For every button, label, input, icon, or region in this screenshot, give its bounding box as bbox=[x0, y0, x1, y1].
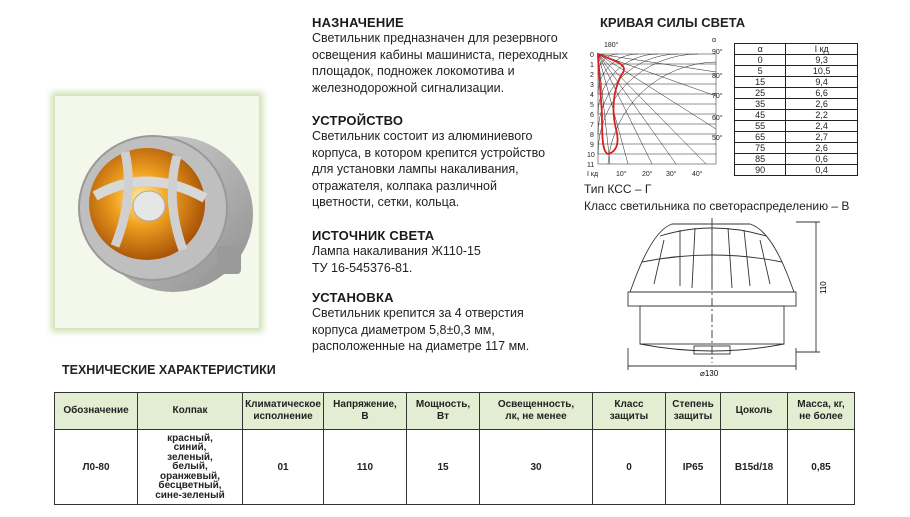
header-text: Климатическое bbox=[245, 399, 321, 410]
cap-color: синий, bbox=[173, 442, 207, 454]
header-text: не более bbox=[799, 411, 843, 422]
text-line: железнодорожной сигнализации. bbox=[312, 80, 505, 95]
table-header: α bbox=[735, 44, 786, 55]
header-protection-class bbox=[593, 393, 666, 430]
header-text: защиты bbox=[673, 411, 713, 422]
height-dimension-label: 110 bbox=[819, 281, 828, 294]
header-designation bbox=[55, 393, 138, 430]
table-row bbox=[735, 88, 858, 99]
table-cell: 0,4 bbox=[786, 165, 858, 176]
cap-color: сине-зеленый bbox=[155, 489, 225, 501]
table-cell: 5 bbox=[735, 66, 786, 77]
specs-table bbox=[54, 392, 855, 505]
text-line: корпуса диаметром 5,8±0,3 мм, bbox=[312, 322, 495, 337]
header-text: Масса, кг, bbox=[797, 399, 845, 410]
device-text bbox=[312, 128, 582, 211]
table-row bbox=[735, 77, 858, 88]
power-cell: 15 bbox=[407, 430, 480, 505]
illuminance-cell: 30 bbox=[480, 430, 593, 505]
polar-diagram bbox=[586, 34, 736, 180]
header-power bbox=[407, 393, 480, 430]
source-text bbox=[312, 243, 582, 276]
header-text: В bbox=[361, 411, 369, 422]
scale-label: 7 bbox=[590, 122, 594, 129]
scale-label: 9 bbox=[590, 142, 594, 149]
source-title: ИСТОЧНИК СВЕТА bbox=[312, 228, 435, 243]
table-cell: 55 bbox=[735, 121, 786, 132]
scale-label: 4 bbox=[590, 92, 594, 99]
intensity-table bbox=[734, 43, 858, 176]
cap-color: бесцветный, bbox=[158, 480, 222, 492]
table-cell: 90 bbox=[735, 165, 786, 176]
table-cell: 45 bbox=[735, 110, 786, 121]
purpose-section bbox=[312, 15, 582, 96]
header-cap bbox=[138, 393, 243, 430]
designation-cell: Л0-80 bbox=[55, 430, 138, 505]
table-cell: 2,6 bbox=[786, 143, 858, 154]
scale-label: 11 bbox=[587, 162, 595, 169]
bottom-angle-label: 10° bbox=[616, 171, 627, 178]
technical-drawing bbox=[620, 218, 830, 383]
specs-title: ТЕХНИЧЕСКИЕ ХАРАКТЕРИСТИКИ bbox=[62, 363, 276, 377]
device-section bbox=[312, 113, 582, 211]
distribution-class-text: Класс светильника по светораспределению – В bbox=[584, 199, 850, 213]
scale-label: 0 bbox=[590, 52, 594, 59]
scale-label: 1 bbox=[590, 62, 594, 69]
ip-cell: IP65 bbox=[666, 430, 721, 505]
header-text: лк, не менее bbox=[505, 411, 567, 422]
table-row bbox=[735, 99, 858, 110]
table-row bbox=[55, 430, 855, 505]
text-line: цветности, сетки, кольца. bbox=[312, 195, 460, 209]
table-cell: 9,4 bbox=[786, 77, 858, 88]
angle-label: 90° bbox=[712, 49, 723, 56]
scale-label: 6 bbox=[590, 112, 594, 119]
text-line: корпуса, в котором крепится устройство bbox=[312, 145, 546, 160]
header-illuminance bbox=[480, 393, 593, 430]
table-row bbox=[735, 165, 858, 176]
lamp-photo bbox=[55, 96, 259, 328]
scale-label: 10 bbox=[587, 152, 595, 159]
purpose-text bbox=[312, 30, 582, 96]
angle-label: 50° bbox=[712, 135, 723, 142]
cap-colors-cell bbox=[138, 430, 243, 505]
bottom-angle-label: 40° bbox=[692, 171, 703, 178]
table-cell: 0,6 bbox=[786, 154, 858, 165]
angle-label: 70° bbox=[712, 93, 723, 100]
header-text: Цоколь bbox=[735, 405, 773, 416]
text-line: освещения кабины машиниста, переходных bbox=[312, 47, 568, 62]
cap-color: красный, bbox=[167, 432, 213, 444]
table-row bbox=[735, 132, 858, 143]
header-text: Класс bbox=[614, 399, 644, 410]
header-text: Степень bbox=[672, 399, 714, 410]
table-cell: 2,7 bbox=[786, 132, 858, 143]
mass-cell: 0,85 bbox=[788, 430, 855, 505]
table-row bbox=[735, 154, 858, 165]
text-line: площадок, подножек локомотива и bbox=[312, 64, 515, 78]
specs-header-row bbox=[55, 393, 855, 430]
header-text: Колпак bbox=[172, 405, 208, 416]
mounting-title: УСТАНОВКА bbox=[312, 290, 394, 305]
table-cell: 15 bbox=[735, 77, 786, 88]
unit-label: I кд bbox=[587, 171, 599, 178]
table-cell: 2,4 bbox=[786, 121, 858, 132]
diameter-dimension-label: ⌀130 bbox=[700, 369, 719, 378]
header-ip bbox=[666, 393, 721, 430]
table-cell: 2,6 bbox=[786, 99, 858, 110]
scale-label: 5 bbox=[590, 102, 594, 109]
header-mass bbox=[788, 393, 855, 430]
cap-color: зеленый, bbox=[167, 451, 213, 463]
header-text: Мощность, bbox=[415, 399, 471, 410]
scale-label: 8 bbox=[590, 132, 594, 139]
scale-label: 3 bbox=[590, 82, 594, 89]
table-row bbox=[735, 55, 858, 66]
header-text: Вт bbox=[437, 411, 449, 422]
bottom-angle-label: 30° bbox=[666, 171, 677, 178]
light-curve-title: КРИВАЯ СИЛЫ СВЕТА bbox=[600, 15, 746, 30]
header-voltage bbox=[324, 393, 407, 430]
table-cell: 75 bbox=[735, 143, 786, 154]
text-line: Светильник крепится за 4 отверстия bbox=[312, 306, 524, 320]
table-cell: 10,5 bbox=[786, 66, 858, 77]
product-photo-frame bbox=[55, 96, 259, 328]
header-text: исполнение bbox=[253, 411, 313, 422]
text-line: Лампа накаливания Ж110-15 bbox=[312, 244, 481, 258]
protection-class-cell: 0 bbox=[593, 430, 666, 505]
text-line: ТУ 16-545376-81. bbox=[312, 260, 413, 275]
cap-color: белый, bbox=[172, 461, 208, 473]
header-socket bbox=[721, 393, 788, 430]
table-cell: 2,2 bbox=[786, 110, 858, 121]
table-cell: 25 bbox=[735, 88, 786, 99]
bottom-angle-label: 20° bbox=[642, 171, 653, 178]
angle-180-label: 180° bbox=[604, 42, 619, 49]
mounting-text bbox=[312, 305, 582, 355]
socket-cell: B15d/18 bbox=[721, 430, 788, 505]
header-text: Освещенность, bbox=[497, 399, 575, 410]
table-cell: 0 bbox=[735, 55, 786, 66]
alpha-label: α bbox=[712, 37, 717, 44]
text-line: отражателя, колпака различной bbox=[312, 178, 497, 193]
table-header: I кд bbox=[786, 44, 858, 55]
curve-type-text: Тип КСС – Г bbox=[584, 182, 652, 196]
scale-label: 2 bbox=[590, 72, 594, 79]
table-row bbox=[735, 121, 858, 132]
text-line: Светильник предназначен для резервного bbox=[312, 31, 558, 45]
angle-label: 60° bbox=[712, 115, 723, 122]
table-row bbox=[735, 143, 858, 154]
angle-label: 80° bbox=[712, 73, 723, 80]
table-cell: 85 bbox=[735, 154, 786, 165]
table-row bbox=[735, 110, 858, 121]
table-cell: 9,3 bbox=[786, 55, 858, 66]
table-cell: 35 bbox=[735, 99, 786, 110]
header-text: защиты bbox=[609, 411, 649, 422]
mounting-section bbox=[312, 290, 582, 355]
device-title: УСТРОЙСТВО bbox=[312, 113, 404, 128]
purpose-title: НАЗНАЧЕНИЕ bbox=[312, 15, 404, 30]
cap-color: оранжевый, bbox=[160, 470, 220, 482]
source-section bbox=[312, 228, 582, 276]
voltage-cell: 110 bbox=[324, 430, 407, 505]
header-text: Напряжение, bbox=[333, 399, 397, 410]
table-row bbox=[735, 66, 858, 77]
table-cell: 6,6 bbox=[786, 88, 858, 99]
header-text: Обозначение bbox=[63, 405, 129, 416]
text-line: для установки лампы накаливания, bbox=[312, 162, 519, 176]
header-climate bbox=[243, 393, 324, 430]
text-line: расположенные на диаметре 117 мм. bbox=[312, 339, 530, 353]
table-cell: 65 bbox=[735, 132, 786, 143]
text-line: Светильник состоит из алюминиевого bbox=[312, 129, 533, 143]
climate-cell: 01 bbox=[243, 430, 324, 505]
